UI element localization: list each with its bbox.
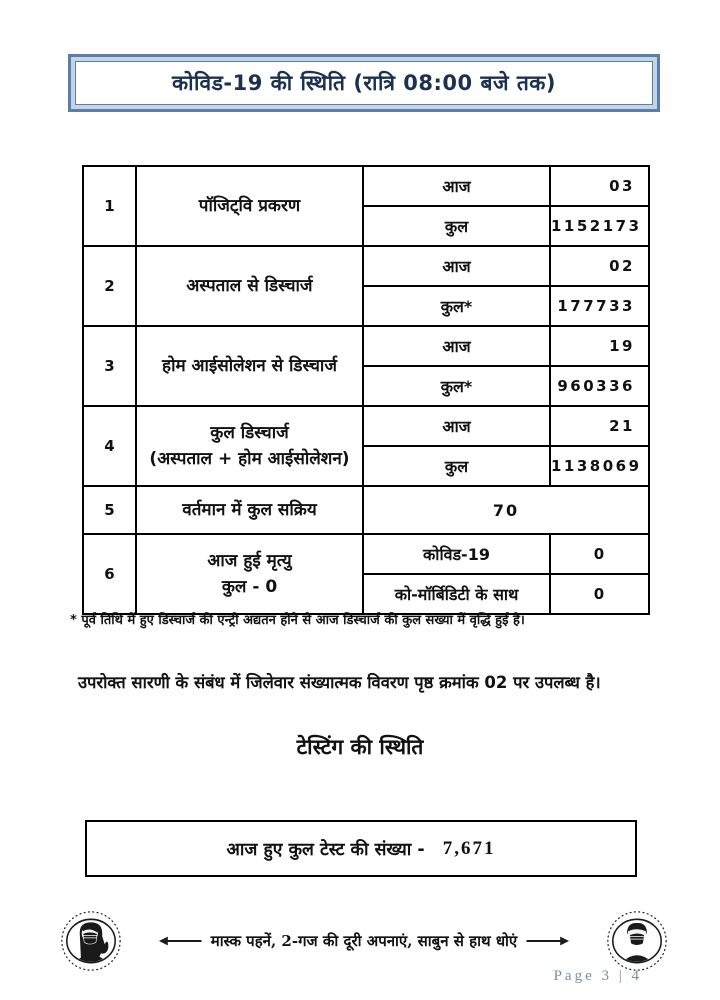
row-label: पॉजिट्वि प्रकरण: [136, 166, 363, 246]
sub-key: आज: [363, 246, 550, 286]
total-tests-value: 7,671: [442, 837, 496, 859]
discharge-footnote: * पूर्व तिथि में हुए डिस्चार्ज की एन्ट्री अद्यतन होने से आज डिस्चार्ज की कुल संख्या में वृद्धि हुई है।: [70, 613, 525, 628]
sub-key: आज: [363, 166, 550, 206]
row-label-line1: आज हुई मृत्यु: [207, 550, 292, 571]
masked-man-icon: [606, 908, 668, 974]
sub-value: 1138069: [550, 446, 649, 486]
masked-woman-icon: [60, 908, 122, 974]
sub-value: 177733: [550, 286, 649, 326]
sub-key: कुल: [363, 206, 550, 246]
total-tests-label: आज हुए कुल टेस्ट की संख्या -: [226, 839, 425, 860]
advisory-center: [122, 931, 606, 951]
table-row: [83, 406, 649, 446]
page-number: Page 3 | 4: [553, 968, 642, 984]
sub-key: कुल*: [363, 286, 550, 326]
advisory-text: मास्क पहनें, 2-गज की दूरी अपनाएं, साबुन से हाथ धोएं: [210, 932, 518, 950]
total-tests-box: [85, 820, 637, 877]
row-serial: 6: [83, 534, 136, 614]
table-row: [83, 486, 649, 534]
row-serial: 4: [83, 406, 136, 486]
sub-value: 21: [550, 406, 649, 446]
sub-key: कुल*: [363, 366, 550, 406]
row-label-line1: कुल डिस्चार्ज: [210, 422, 289, 443]
sub-value: 03: [550, 166, 649, 206]
sub-key: को-मॉर्बिडिटी के साथ: [363, 574, 550, 614]
row-label-line2: (अस्पताल + होम आईसोलेशन): [149, 449, 350, 469]
table-row: [83, 534, 649, 574]
covid-status-table: [82, 165, 650, 615]
left-arrow-icon: [159, 934, 203, 948]
sub-key: आज: [363, 406, 550, 446]
row-label: [136, 406, 363, 486]
sub-value: 1152173: [550, 206, 649, 246]
row-serial: 5: [83, 486, 136, 534]
row-label: वर्तमान में कुल सक्रिय: [136, 486, 363, 534]
table-row: [83, 246, 649, 286]
row-label: होम आईसोलेशन से डिस्चार्ज: [136, 326, 363, 406]
table-row: [83, 166, 649, 206]
row-serial: 3: [83, 326, 136, 406]
title-banner: [68, 54, 660, 112]
row-label: [136, 534, 363, 614]
page-title: कोविड-19 की स्थिति (रात्रि 08:00 बजे तक): [171, 71, 557, 95]
sub-value: 0: [550, 574, 649, 614]
row-serial: 2: [83, 246, 136, 326]
sub-key: कोविड-19: [363, 534, 550, 574]
sub-value: 960336: [550, 366, 649, 406]
right-arrow-icon: [525, 934, 569, 948]
sub-value: 0: [550, 534, 649, 574]
district-detail-note: उपरोक्त सारणी के संबंध में जिलेवार संख्यात्मक विवरण पृष्ठ क्रमांक 02 पर उपलब्ध है।: [78, 673, 601, 692]
table-row: [83, 326, 649, 366]
sub-key: कुल: [363, 446, 550, 486]
testing-section-heading: टेस्टिंग की स्थिति: [296, 735, 424, 759]
sub-value: 19: [550, 326, 649, 366]
title-banner-inner: [75, 61, 653, 105]
row-label-line2: कुल - 0: [221, 577, 278, 597]
row-serial: 1: [83, 166, 136, 246]
sub-value: 02: [550, 246, 649, 286]
active-total-value: 70: [363, 486, 649, 534]
row-label: अस्पताल से डिस्चार्ज: [136, 246, 363, 326]
sub-key: आज: [363, 326, 550, 366]
